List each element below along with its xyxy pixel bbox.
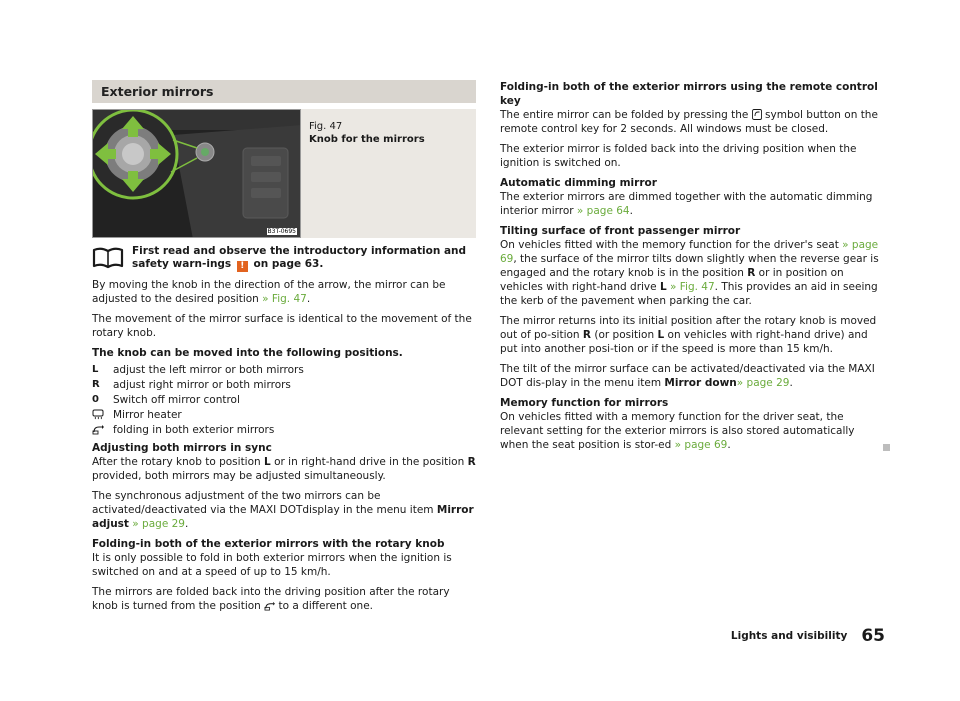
letter-L-symbol: L xyxy=(264,456,271,468)
position-text: Switch off mirror control xyxy=(113,393,240,406)
figure-code: B3T-0695 xyxy=(267,228,296,235)
read-first-notice xyxy=(92,245,476,272)
letter-L-symbol: L xyxy=(657,329,665,341)
sync-end: . xyxy=(184,518,189,530)
fold-remote-heading: Folding-in both of the exterior mirrors using the remote control key xyxy=(500,81,878,107)
position-row-fold xyxy=(92,422,476,437)
letter-R-symbol: R xyxy=(467,456,476,468)
page-64-link[interactable]: » page 64 xyxy=(576,205,630,217)
adjust-both-text-b: or in right-hand drive in the position xyxy=(274,456,465,468)
fold-knob-text: It is only possible to fold in both exterior mirrors when the ignition is switched on and at a speed of up to 15 km/h. xyxy=(92,552,452,578)
section-heading: Exterior mirrors xyxy=(92,80,476,103)
positions-list xyxy=(92,362,476,437)
letter-L-symbol: L xyxy=(659,281,667,293)
position-row-heater xyxy=(92,407,476,422)
position-row-0 xyxy=(92,392,476,407)
notice-text-after: on page 63. xyxy=(253,258,324,270)
letter-R-symbol: R xyxy=(582,329,592,341)
fold-knob-heading: Folding-in both of the exterior mirrors with the rotary knob xyxy=(92,538,445,550)
letter-R-symbol: R xyxy=(92,378,100,390)
menu-item-mirror-down: Mirror down xyxy=(664,377,737,389)
fold-knob-section xyxy=(92,537,476,579)
left-column xyxy=(92,80,476,613)
mirror-knob-illustration xyxy=(93,110,301,238)
memory-heading: Memory function for mirrors xyxy=(500,397,669,409)
fig-47-link[interactable]: » Fig. 47 xyxy=(262,293,307,305)
figure-title: Knob for the mirrors xyxy=(309,134,425,145)
open-book-icon xyxy=(92,245,124,269)
figure-box xyxy=(92,109,476,238)
remote-fold-button-icon xyxy=(752,109,762,120)
fold-return-text-a: The mirrors are folded back into the driving position after the rotary knob is turned from the position xyxy=(92,586,450,612)
mirror-fold-icon xyxy=(92,424,104,435)
intro-paragraph xyxy=(92,278,476,306)
intro-text: By moving the knob in the direction of the arrow, the mirror can be adjusted to the desired position xyxy=(92,279,446,305)
notice-text xyxy=(132,245,476,272)
zero-symbol: 0 xyxy=(92,393,99,405)
position-row-R xyxy=(92,377,476,392)
page-29-link[interactable]: » page 29 xyxy=(736,377,790,389)
warning-icon: ! xyxy=(237,261,248,272)
tilt-toggle-end: . xyxy=(789,377,793,389)
adjust-both-heading: Adjusting both mirrors in sync xyxy=(92,442,272,454)
tilting-text-b: , the surface of the mirror tilts down slightly when the reverse gear is engaged and the rotary knob is in the position xyxy=(500,253,879,279)
memory-text: On vehicles fitted with a memory function for the driver seat, the relevant setting for the exterior mirrors is also stored automatically when the seat position is stor-ed xyxy=(500,411,855,451)
intro-end: . xyxy=(306,293,311,305)
positions-intro: The knob can be moved into the following positions. xyxy=(92,347,403,359)
tilt-toggle-text: The tilt of the mirror surface can be activated/deactivated via the MAXI DOT dis-play in the menu item xyxy=(500,363,875,389)
position-text: folding in both exterior mirrors xyxy=(113,423,275,436)
letter-R-symbol: R xyxy=(747,267,756,279)
fold-return-text-b: to a different one. xyxy=(278,600,373,612)
tilt-return-text-c: on vehicles with right-hand drive) and put into another posi-tion or if the speed is more than 15 km/h. xyxy=(500,329,868,355)
notice-text-before: First read and observe the introductory information and safety warn-ings xyxy=(132,245,467,270)
figure-label: Fig. 47 xyxy=(309,121,343,132)
tilting-heading: Tilting surface of front passenger mirror xyxy=(500,225,741,237)
page-69-link[interactable]: » page 69 xyxy=(500,239,879,265)
page-29-link[interactable]: » page 29 xyxy=(132,518,185,530)
auto-dim-heading: Automatic dimming mirror xyxy=(500,177,657,189)
tilt-return-paragraph xyxy=(500,314,885,356)
position-row-L xyxy=(92,362,476,377)
tilt-return-text-b: (or position xyxy=(594,329,655,341)
memory-section xyxy=(500,396,885,452)
page-footer xyxy=(731,627,885,645)
mirror-heater-icon xyxy=(92,409,104,420)
page-69-link[interactable]: » page 69 xyxy=(674,439,728,451)
tilt-toggle-paragraph xyxy=(500,362,885,390)
movement-paragraph: The movement of the mirror surface is identical to the movement of the rotary knob. xyxy=(92,313,472,339)
footer-section-title: Lights and visibility xyxy=(730,630,848,642)
page-number: 65 xyxy=(861,626,885,646)
adjust-both-section xyxy=(92,441,476,483)
tilting-text-d: . This provides an aid in seeing the kerb of the pavement when parking the car. xyxy=(500,281,878,307)
position-text: Mirror heater xyxy=(113,408,182,421)
right-column xyxy=(500,80,885,452)
section-end-marker xyxy=(883,444,890,451)
fold-remote-text-a: The entire mirror can be folded by pressing the xyxy=(500,109,749,121)
tilting-section xyxy=(500,224,885,308)
menu-item-mirror-adjust: Mirror adjust xyxy=(92,504,474,530)
mirror-knob-photo xyxy=(92,109,301,238)
letter-L-symbol: L xyxy=(92,363,99,375)
figure-caption xyxy=(309,120,425,146)
auto-dim-end: . xyxy=(629,205,633,217)
tilting-text-a: On vehicles fitted with the memory function for the driver's seat xyxy=(500,239,839,251)
position-text: adjust right mirror or both mirrors xyxy=(113,378,291,391)
adjust-both-text-c: provided, both mirrors may be adjusted simultaneously. xyxy=(92,470,386,482)
mirror-fold-icon xyxy=(264,601,275,611)
fold-remote-text-b: symbol button on the remote control key for 2 seconds. All windows must be closed. xyxy=(500,109,878,135)
tilting-text-c: or in position on vehicles with right-hand drive xyxy=(500,267,844,293)
fold-return-paragraph xyxy=(92,585,476,613)
position-text: adjust the left mirror or both mirrors xyxy=(113,363,304,376)
sync-text: The synchronous adjustment of the two mirrors can be activated/deactivated via the MAXI DOTdisplay in the menu item xyxy=(92,490,434,516)
fold-remote-return: The exterior mirror is folded back into the driving position when the ignition is switched on. xyxy=(500,143,857,169)
auto-dim-section xyxy=(500,176,885,218)
auto-dim-text: The exterior mirrors are dimmed together with the automatic dimming interior mirror xyxy=(500,191,873,217)
adjust-both-text-a: After the rotary knob to position xyxy=(92,456,261,468)
fig-47-link[interactable]: » Fig. 47 xyxy=(670,281,715,293)
memory-end: . xyxy=(727,439,731,451)
tilt-return-text-a: The mirror returns into its initial position after the rotary knob is moved out of po-sition xyxy=(500,315,877,341)
fold-remote-section xyxy=(500,80,885,136)
sync-paragraph xyxy=(92,489,476,531)
